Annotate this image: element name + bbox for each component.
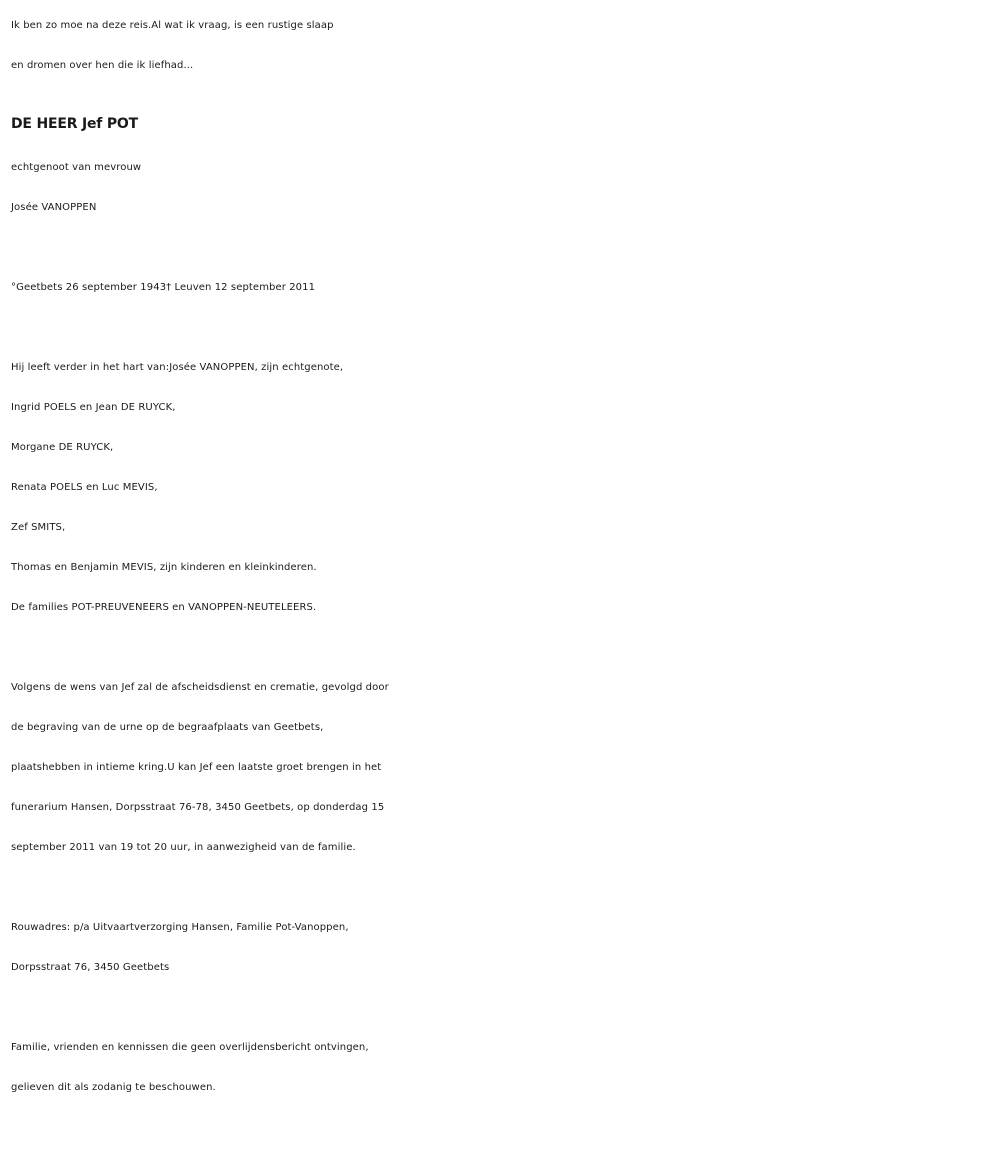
address-line: Rouwadres: p/a Uitvaartverzorging Hansen, Familie Pot-Vanoppen,	[11, 922, 349, 933]
ceremony-section	[11, 668, 996, 868]
quote	[11, 6, 996, 86]
survivors-line: Hij leeft verder in het hart van:Josée VANOPPEN, zijn echtgenote,	[11, 362, 344, 373]
deceased-name: DE HEER Jef POT	[11, 116, 138, 132]
obituary-notice	[11, 6, 996, 1108]
survivors-line: Ingrid POELS en Jean DE RUYCK,	[11, 402, 176, 413]
ceremony-line: de begraving van de urne op de begraafplaats van Geetbets,	[11, 722, 324, 733]
birth-death-dates: °Geetbets 26 september 1943† Leuven 12 september 2011	[11, 282, 316, 293]
ceremony-line: funerarium Hansen, Dorpsstraat 76-78, 3450 Geetbets, op donderdag 15	[11, 802, 385, 813]
survivors-line: Renata POELS en Luc MEVIS,	[11, 482, 158, 493]
ceremony-line: Volgens de wens van Jef zal de afscheidsdienst en crematie, gevolgd door	[11, 682, 389, 693]
ceremony-line: plaatshebben in intieme kring.U kan Jef een laatste groet brengen in het	[11, 762, 382, 773]
quote-line: en dromen over hen die ik liefhad...	[11, 60, 194, 71]
closing-line: gelieven dit als zodanig te beschouwen.	[11, 1082, 216, 1093]
mourning-address	[11, 908, 996, 988]
closing-note	[11, 1028, 996, 1108]
ceremony-line: september 2011 van 19 tot 20 uur, in aanwezigheid van de familie.	[11, 842, 356, 853]
quote-line: Ik ben zo moe na deze reis.Al wat ik vraag, is een rustige slaap	[11, 20, 334, 31]
closing-line: Familie, vrienden en kennissen die geen overlijdensbericht ontvingen,	[11, 1042, 369, 1053]
survivors-line: De families POT-PREUVENEERS en VANOPPEN-NEUTELEERS.	[11, 602, 317, 613]
spouse-intro: echtgenoot van mevrouw	[11, 162, 142, 173]
survivors-line: Zef SMITS,	[11, 522, 66, 533]
survivors-line: Morgane DE RUYCK,	[11, 442, 114, 453]
spouse-name: Josée VANOPPEN	[11, 202, 97, 213]
survivors-line: Thomas en Benjamin MEVIS, zijn kinderen en kleinkinderen.	[11, 562, 317, 573]
address-line: Dorpsstraat 76, 3450 Geetbets	[11, 962, 170, 973]
survivors-section	[11, 348, 996, 628]
